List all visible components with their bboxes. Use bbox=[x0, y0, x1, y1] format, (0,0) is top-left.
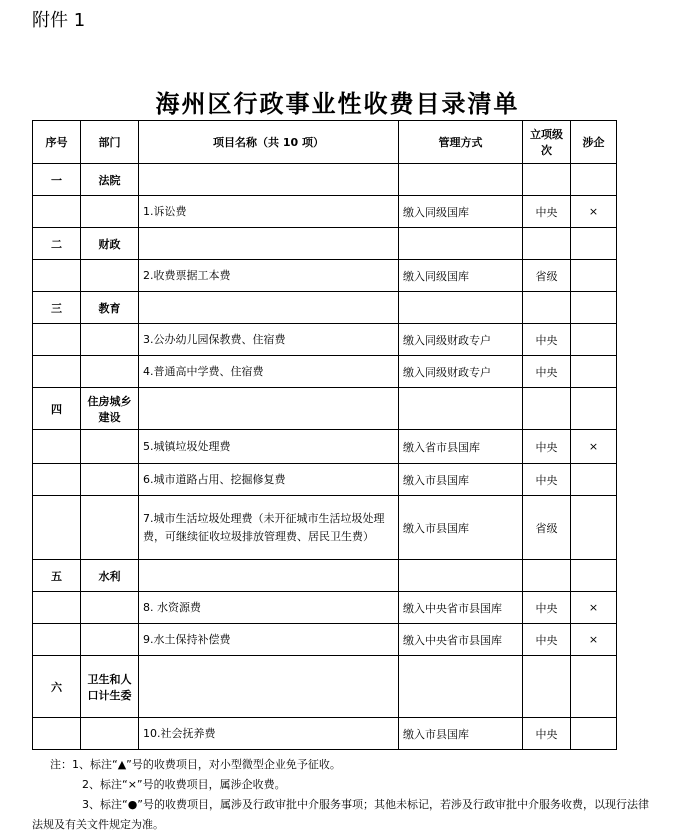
cell-mgmt: 缴入省市县国库 bbox=[399, 430, 523, 464]
cell-item: 8. 水资源费 bbox=[139, 592, 399, 624]
cell-dept bbox=[81, 196, 139, 228]
cell-dept bbox=[81, 430, 139, 464]
cell-dept: 住房城乡建设 bbox=[81, 388, 139, 430]
cell-item bbox=[139, 228, 399, 260]
cell-level: 中央 bbox=[523, 196, 571, 228]
cell-item bbox=[139, 656, 399, 718]
cell-seq bbox=[33, 592, 81, 624]
cell-item: 3.公办幼儿园保教费、住宿费 bbox=[139, 324, 399, 356]
cell-level: 中央 bbox=[523, 624, 571, 656]
cell-seq: 三 bbox=[33, 292, 81, 324]
cell-mgmt: 缴入同级国库 bbox=[399, 260, 523, 292]
cell-mgmt bbox=[399, 560, 523, 592]
cell-level: 中央 bbox=[523, 718, 571, 750]
fee-list-table bbox=[32, 120, 617, 750]
cell-seq: 六 bbox=[33, 656, 81, 718]
cell-dept bbox=[81, 260, 139, 292]
cell-seq: 一 bbox=[33, 164, 81, 196]
cell-enterprise bbox=[571, 464, 617, 496]
cell-mgmt bbox=[399, 228, 523, 260]
header-level: 立项级次 bbox=[523, 121, 571, 164]
cell-seq bbox=[33, 196, 81, 228]
table-row bbox=[33, 592, 617, 624]
cell-mgmt bbox=[399, 164, 523, 196]
cell-mgmt: 缴入同级国库 bbox=[399, 196, 523, 228]
cell-enterprise bbox=[571, 228, 617, 260]
cell-seq: 二 bbox=[33, 228, 81, 260]
note-2: 2、标注“×”号的收费项目，属涉企收费。 bbox=[82, 778, 286, 791]
cell-dept bbox=[81, 496, 139, 560]
cell-dept: 财政 bbox=[81, 228, 139, 260]
cell-enterprise bbox=[571, 718, 617, 750]
cell-level: 省级 bbox=[523, 496, 571, 560]
cell-item: 2.收费票据工本费 bbox=[139, 260, 399, 292]
cell-mgmt bbox=[399, 292, 523, 324]
cell-dept bbox=[81, 324, 139, 356]
cell-mgmt: 缴入中央省市县国库 bbox=[399, 592, 523, 624]
cell-item: 7.城市生活垃圾处理费（未开征城市生活垃圾处理费，可继续征收垃圾排放管理费、居民卫生费） bbox=[139, 496, 399, 560]
cell-seq bbox=[33, 356, 81, 388]
cell-mgmt bbox=[399, 388, 523, 430]
cell-item: 10.社会抚养费 bbox=[139, 718, 399, 750]
cell-mgmt: 缴入市县国库 bbox=[399, 464, 523, 496]
cell-item: 5.城镇垃圾处理费 bbox=[139, 430, 399, 464]
cell-enterprise bbox=[571, 388, 617, 430]
table-row bbox=[33, 228, 617, 260]
cell-enterprise bbox=[571, 356, 617, 388]
cell-level bbox=[523, 292, 571, 324]
note-1: 注：1、标注“▲”号的收费项目，对小型微型企业免予征收。 bbox=[50, 758, 341, 771]
header-seq: 序号 bbox=[33, 121, 81, 164]
cell-dept bbox=[81, 624, 139, 656]
cell-level: 中央 bbox=[523, 592, 571, 624]
cell-seq bbox=[33, 496, 81, 560]
cell-mgmt: 缴入同级财政专户 bbox=[399, 356, 523, 388]
cell-dept bbox=[81, 592, 139, 624]
cell-dept bbox=[81, 464, 139, 496]
cell-seq bbox=[33, 430, 81, 464]
cell-dept bbox=[81, 718, 139, 750]
table-row bbox=[33, 464, 617, 496]
cell-item bbox=[139, 560, 399, 592]
cell-dept bbox=[81, 356, 139, 388]
cell-item bbox=[139, 388, 399, 430]
cell-level bbox=[523, 228, 571, 260]
cell-item bbox=[139, 164, 399, 196]
cell-item: 9.水土保持补偿费 bbox=[139, 624, 399, 656]
cell-enterprise: × bbox=[571, 196, 617, 228]
cell-level: 省级 bbox=[523, 260, 571, 292]
attachment-label: 附件 1 bbox=[32, 10, 86, 31]
cell-enterprise bbox=[571, 656, 617, 718]
cell-seq bbox=[33, 718, 81, 750]
cell-enterprise: × bbox=[571, 430, 617, 464]
cell-level bbox=[523, 164, 571, 196]
table-row bbox=[33, 656, 617, 718]
cell-item: 6.城市道路占用、挖掘修复费 bbox=[139, 464, 399, 496]
cell-item bbox=[139, 292, 399, 324]
cell-dept: 法院 bbox=[81, 164, 139, 196]
cell-mgmt bbox=[399, 656, 523, 718]
cell-seq bbox=[33, 464, 81, 496]
cell-enterprise bbox=[571, 560, 617, 592]
cell-mgmt: 缴入同级财政专户 bbox=[399, 324, 523, 356]
header-item: 项目名称（共 10 项） bbox=[139, 121, 399, 164]
table-row bbox=[33, 356, 617, 388]
table-row bbox=[33, 560, 617, 592]
cell-mgmt: 缴入市县国库 bbox=[399, 718, 523, 750]
cell-level bbox=[523, 656, 571, 718]
table-row bbox=[33, 164, 617, 196]
table-row bbox=[33, 292, 617, 324]
cell-dept: 卫生和人口计生委 bbox=[81, 656, 139, 718]
table-row bbox=[33, 324, 617, 356]
cell-seq bbox=[33, 260, 81, 292]
cell-enterprise bbox=[571, 164, 617, 196]
note-3: 3、标注“●”号的收费项目，属涉及行政审批中介服务事项；其他未标记，若涉及行政审批中介服务收费，以现行法律法规及有关文件规定为准。 bbox=[32, 798, 649, 831]
cell-seq: 四 bbox=[33, 388, 81, 430]
cell-level: 中央 bbox=[523, 430, 571, 464]
table-row bbox=[33, 196, 617, 228]
cell-enterprise bbox=[571, 260, 617, 292]
cell-level: 中央 bbox=[523, 324, 571, 356]
cell-item: 4.普通高中学费、住宿费 bbox=[139, 356, 399, 388]
cell-level: 中央 bbox=[523, 356, 571, 388]
cell-enterprise bbox=[571, 292, 617, 324]
cell-enterprise bbox=[571, 324, 617, 356]
table-row bbox=[33, 430, 617, 464]
cell-enterprise: × bbox=[571, 624, 617, 656]
cell-mgmt: 缴入市县国库 bbox=[399, 496, 523, 560]
table-row bbox=[33, 496, 617, 560]
table-row bbox=[33, 388, 617, 430]
table-row bbox=[33, 624, 617, 656]
table-row bbox=[33, 718, 617, 750]
cell-dept: 教育 bbox=[81, 292, 139, 324]
cell-level bbox=[523, 388, 571, 430]
page-title: 海州区行政事业性收费目录清单 bbox=[155, 89, 520, 118]
cell-item: 1.诉讼费 bbox=[139, 196, 399, 228]
header-mgmt: 管理方式 bbox=[399, 121, 523, 164]
cell-mgmt: 缴入中央省市县国库 bbox=[399, 624, 523, 656]
cell-seq: 五 bbox=[33, 560, 81, 592]
table-row bbox=[33, 260, 617, 292]
cell-level: 中央 bbox=[523, 464, 571, 496]
cell-enterprise bbox=[571, 496, 617, 560]
cell-level bbox=[523, 560, 571, 592]
header-dept: 部门 bbox=[81, 121, 139, 164]
table-header-row bbox=[33, 121, 617, 164]
notes bbox=[32, 755, 652, 835]
cell-enterprise: × bbox=[571, 592, 617, 624]
header-enterprise: 涉企 bbox=[571, 121, 617, 164]
cell-dept: 水利 bbox=[81, 560, 139, 592]
cell-seq bbox=[33, 324, 81, 356]
cell-seq bbox=[33, 624, 81, 656]
